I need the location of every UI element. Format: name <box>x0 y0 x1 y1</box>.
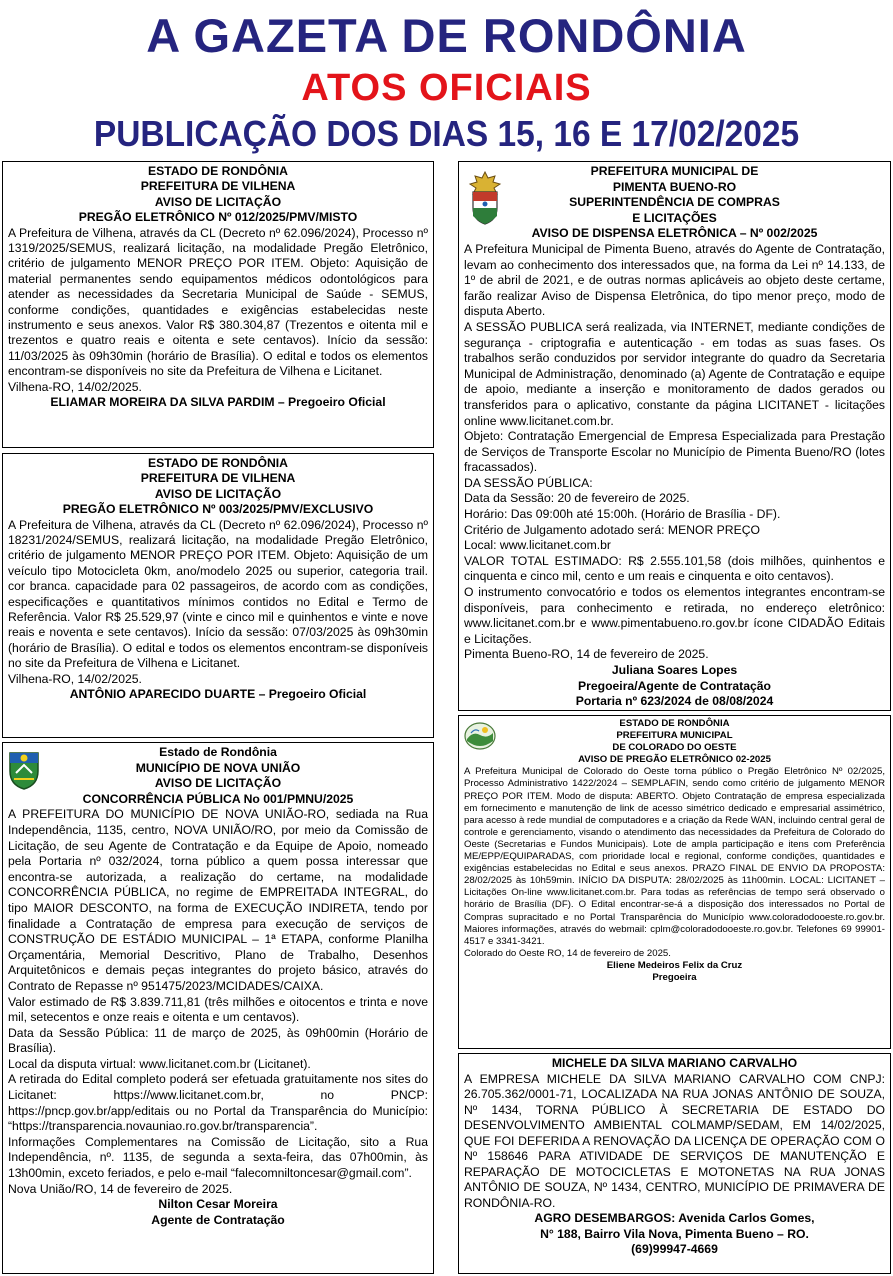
notice-paragraph: DA SESSÃO PÚBLICA: <box>464 475 593 490</box>
notice-heading: PREFEITURA MUNICIPAL DE <box>590 164 759 178</box>
notice-signature: ANTÔNIO APARECIDO DUARTE – Pregoeiro Oficial <box>69 687 367 702</box>
notice-paragraph: Data da Sessão: 20 de fevereiro de 2025. <box>464 491 690 506</box>
notice-paragraph: Data da Sessão Pública: 11 de março de 2025, às 09h00min (Horário de Brasília). <box>8 1025 428 1056</box>
notice-place-date: Vilhena-RO, 14/02/2025. <box>8 379 142 394</box>
notice-heading: MUNICÍPIO DE NOVA UNIÃO <box>135 760 301 775</box>
notice-paragraph: A SESSÃO PUBLICA será realizada, via INTERNET, mediante condições de segurança - criptografia e autenticação - em todas as suas fases. Os trabalhos serão conduzidos por servidor integrante do quadro da Secretaria Municipal de Administração, denominado (a) Agente de Contratação e equipe de apoio, mediante a inserção e monitoramento de dados gerados ou transferidos para o aplicativo, constante da página LICITANET - licitações online www.licitanet.com.br. <box>464 319 885 428</box>
notice-paragraph: Local da disputa virtual: www.licitanet.com.br (Licitanet). <box>8 1056 311 1071</box>
notice-heading: PREFEITURA DE VILHENA <box>140 179 296 194</box>
notice-heading: PIMENTA BUENO-RO <box>612 179 737 194</box>
notice-heading: PREFEITURA DE VILHENA <box>140 471 296 486</box>
notice-nova-uniao-concorrencia <box>2 742 434 1274</box>
notice-heading: DE COLORADO DO OESTE <box>612 742 737 754</box>
notice-colorado-do-oeste-pregao <box>458 715 891 1049</box>
colorado-do-oeste-emblem-icon <box>463 721 497 755</box>
notice-heading: AVISO DE LICITAÇÃO <box>154 776 282 791</box>
notice-paragraph: Informações Complementares na Comissão de Licitação, sito a Rua Independência, nº. 1135, de segunda a sexta-feira, das 07h00min, às 13h00min, exceto feriados, e pelo e-mail “falecomniltoncesar@gmail.com”. <box>8 1134 428 1181</box>
notice-paragraph: Critério de Julgamento adotado será: MENOR PREÇO <box>464 522 761 537</box>
notice-paragraph: Horário: Das 09:00h até 15:00h. (Horário de Brasília - DF). <box>464 507 781 522</box>
notice-paragraph: A retirada do Edital completo poderá ser efetuada gratuitamente nos sites do Licitanet: https://www.licitanet.com.br, no PNCP: https://pncp.gov.br/app/editais ou no Portal da Transparência do Município: “https://transparencia.novauniao.ro.gov.br/transparencia”. <box>8 1072 428 1134</box>
notice-heading: PREFEITURA MUNICIPAL <box>616 730 733 742</box>
newspaper-title: A GAZETA DE RONDÔNIA <box>146 9 747 62</box>
notice-heading: CONCORRÊNCIA PÚBLICA No 001/PMNU/2025 <box>82 791 354 806</box>
notice-place-date: Vilhena-RO, 14/02/2025. <box>8 671 142 686</box>
notice-signature-name: Eliene Medeiros Felix da Cruz <box>606 959 743 971</box>
notice-signature-role: Pregoeira <box>652 971 697 983</box>
notice-paragraph: VALOR TOTAL ESTIMADO: R$ 2.555.101,58 (dois milhões, quinhentos e cinquenta e cinco mil, cento e um reais e cinquenta e oito centavos). <box>464 553 885 584</box>
notice-signature-role: Agente de Contratação <box>151 1212 285 1227</box>
notice-heading: E LICITAÇÕES <box>632 210 717 225</box>
notice-paragraph: Local: www.licitanet.com.br <box>464 538 611 553</box>
pimenta-bueno-coat-of-arms-icon <box>467 170 503 231</box>
notice-body: A Prefeitura de Vilhena, através da CL (Decreto nº 62.096/2024), Processo nº 1319/2025/SEMUS, realizará licitação, na modalidade Pregão Eletrônico, critério de julgamento MENOR PREÇO POR ITEM. Objeto: Aquisição de material permanentes sendo equipamentos médicos odontológicos para atender as necessidades da Secretaria Municipal de Saúde - SEMUS, conforme condições, quantidades e exigências estabelecidas neste instrumento e seus anexos. Valor R$ 380.304,87 (Trezentos e oitenta mil e trezentos e quatro reais e oitenta e sete centavos). Início da sessão: 11/03/2025 às 09h30min (horário de Brasília). O edital e todos os elementos encontram-se disponíveis no site da Prefeitura de Vilhena e Licitanet. <box>8 225 428 379</box>
notice-heading: PREGÃO ELETRÔNICO Nº 012/2025/PMV/MISTO <box>78 210 358 225</box>
notice-heading: AVISO DE LICITAÇÃO <box>154 194 282 209</box>
notice-heading: MICHELE DA SILVA MARIANO CARVALHO <box>551 1056 798 1070</box>
notice-place-date: Colorado do Oeste RO, 14 de fevereiro de 2025. <box>464 947 671 959</box>
notice-heading: ESTADO DE RONDÔNIA <box>619 718 730 729</box>
notice-vilhena-pregao-012 <box>2 161 434 448</box>
notice-heading: ESTADO DE RONDÔNIA <box>148 164 288 178</box>
notice-body: A EMPRESA MICHELE DA SILVA MARIANO CARVALHO COM CNPJ: 26.705.362/0001-71, LOCALIZADA NA RUA JONAS ANTÔNIO DE SOUZA, Nº 1434, TORNA PÚBLICO À SECRETARIA DE ESTADO DO DESENVOLVIMENTO AMBIENTAL COLMAMP/SEDAM, EM 14/02/2025, QUE FOI DEFERIDA A RENOVAÇÃO DA LICENÇA DE OPERAÇÃO COM O Nº 158646 PARA ATIVIDADE DE SERVIÇOS DE MANUTENÇÃO E REPARAÇÃO DE MOTOCICLETAS E MOTONETAS NA RUA JONAS ANTÔNIO DE SOUZA, Nº 1434, CENTRO, MUNICÍPIO DE PRIMAVERA DE RONDÔNIA-RO. <box>464 1071 885 1210</box>
notice-signature-name: Juliana Soares Lopes <box>611 663 738 677</box>
notice-signature-name: Nilton Cesar Moreira <box>158 1197 278 1212</box>
notice-paragraph: Objeto: Contratação Emergencial de Empresa Especializada para Prestação de Serviços de Transporte Escolar no Município de Pimenta Bueno/RO (lotes fracassados). <box>464 429 885 475</box>
section-title: ATOS OFICIAIS <box>301 67 592 109</box>
notice-heading: AVISO DE LICITAÇÃO <box>154 486 282 501</box>
notice-signature: ELIAMAR MOREIRA DA SILVA PARDIM – Pregoeiro Oficial <box>50 395 386 410</box>
notice-signature-act: Portaria nº 623/2024 de 08/08/2024 <box>575 694 774 709</box>
notice-footer: AGRO DESEMBARGOS: Avenida Carlos Gomes, <box>534 1211 815 1225</box>
notice-footer-phone: (69)99947-4669 <box>631 1242 718 1256</box>
notice-paragraph: A Prefeitura Municipal de Pimenta Bueno, através do Agente de Contratação, levam ao conhecimento dos interessados que, na forma da Lei nº 14.133, de 1º de abril de 2021, e de outras normas aplicáveis ao objeto deste certame, farão realizar Aviso de Dispensa Eletrônica, do tipo menor preço, modo de disputa Aberto. <box>464 241 885 319</box>
notice-license-renewal <box>458 1053 891 1274</box>
publication-dates: PUBLICAÇÃO DOS DIAS 15, 16 E 17/02/2025 <box>93 113 800 154</box>
notice-paragraph: Valor estimado de R$ 3.839.711,81 (três milhões e oitocentos e trinta e nove mil, setecentos e onze reais e oitenta e um centavos). <box>8 994 428 1025</box>
nova-uniao-coat-of-arms-icon <box>6 749 42 796</box>
notice-body: A Prefeitura de Vilhena, através da CL (Decreto nº 62.096/2024), Processo nº 18231/2024/SEMUS, realizará licitação, na modalidade Pregão Eletrônico, critério de julgamento MENOR PREÇO POR ITEM. Objeto: Aquisição de um veículo tipo Motocicleta 0km, ano/modelo 2025 ou superior, categoria trail. cor branca. capacidade para 02 passageiros, de acordo com as condições, especificações e quantitativos mínimos contidos no Edital e Termo de Referência. Valor R$ 25.529,97 (vinte e cinco mil e quinhentos e vinte e nove reais e noventa e sete centavos). Início da sessão: 07/03/2025 às 09h30min (horário de Brasília). O edital e todos os elementos encontram-se disponíveis no site da Prefeitura de Vilhena e Licitanet. <box>8 517 428 671</box>
notice-heading: AVISO DE PREGÃO ELETRÔNICO 02-2025 <box>578 754 771 766</box>
notice-footer: N° 188, Bairro Vila Nova, Pimenta Bueno – RO. <box>540 1226 809 1241</box>
notice-body: A Prefeitura Municipal de Colorado do Oeste torna público o Pregão Eletrônico Nº 02/2025, Processo Administrativo 1422/2024 – SEMPLAFIN, sendo como critério de julgamento MENOR PREÇO POR ITEM. Modo de disputa: ABERTO. Objeto Contratação de empresa especializada em fornecimento e manutenção de link de acesso simétrico dedicado e empresarial assimétrico, para acesso à rede mundial de computadores e a criação da Rede WAN, incluindo central geral de controle e gerenciamento, visando o atendimento das necessidades da Prefeitura de Colorado do Oeste (Secretarias e Fundos Municipais). Lote de ampla participação e itens com Preferência ME/EPP/EQUIPARADAS, com prioridade local e regional, conforme condições, quantidades e exigências estabelecidas no Edital e seus anexos. PRAZO FINAL DE ENVIO DA PROPOSTA: 28/02/2025 às 10h59min. INÍCIO DA DISPUTA: 28/02/2025 às 11h00min. LOCAL: LICITANET – Licitações On-line www.licitanet.com.br. Para todas as referências de tempo será observado o horário de Brasília (DF). O Edital encontrar-se-á a disposição dos interessados no Portal de Compras supracitado e no Portal Transparência do Município www.coloradodooeste.ro.gov.br. Maiores informações, através do webmail: cplm@coloradodooeste.ro.gov.br. Telefones 69 99901-4517 e 3341-3421. <box>464 766 885 947</box>
notice-heading: Estado de Rondônia <box>159 745 277 759</box>
notice-signature-role: Pregoeira/Agente de Contratação <box>577 678 772 693</box>
notice-place-date: Nova União/RO, 14 de fevereiro de 2025. <box>8 1181 233 1196</box>
notice-heading: AVISO DE DISPENSA ELETRÔNICA – Nº 002/2025 <box>531 226 818 241</box>
notice-heading: ESTADO DE RONDÔNIA <box>148 456 288 470</box>
notice-paragraph: A PREFEITURA DO MUNICÍPIO DE NOVA UNIÃO-RO, sediada na Rua Independência, 1135, centro, NOVA UNIÃO/RO, por meio da Comissão de Licitação, de seu Agente de Contratação e da Equipe de Apoio, nomeado pela Portaria nº 032/2024, torna público a quem possa interessar que encontra-se autorizada, a realização do certame, na modalidade CONCORRÊNCIA PÚBLICA, no regime de EMPREITADA INTEGRAL, do tipo MAIOR DESCONTO, na forma de EXECUÇÃO INDIRETA, tendo por finalidade a Contratação de empresa para execução de serviços de CONSTRUÇÃO DE ESTÁDIO MUNICIPAL – 1ª ETAPA, conforme Planilha Orçamentária, Memorial Descritivo, Plano de Trabalho, Desenhos Arquitetônicos e demais peças integrantes do projeto básico, através do Contrato de Repasse nº 951475/2023/MCIDADES/CAIXA. <box>8 807 428 993</box>
notice-paragraph: O instrumento convocatório e todos os elementos integrantes encontram-se disponíveis, para conhecimento e retirada, no endereço eletrônico: www.licitanet.com.br e www.pimentabueno.ro.gov.br ícone CIDADÃO Editais e Licitações. <box>464 585 885 646</box>
notice-pimenta-bueno-dispensa <box>458 161 891 711</box>
notice-heading: PREGÃO ELETRÔNICO Nº 003/2025/PMV/EXCLUSIVO <box>62 502 374 517</box>
masthead <box>0 0 893 160</box>
notice-vilhena-pregao-003 <box>2 453 434 738</box>
notice-place-date: Pimenta Bueno-RO, 14 de fevereiro de 2025. <box>464 647 709 662</box>
notice-heading: SUPERINTENDÊNCIA DE COMPRAS <box>569 195 780 210</box>
